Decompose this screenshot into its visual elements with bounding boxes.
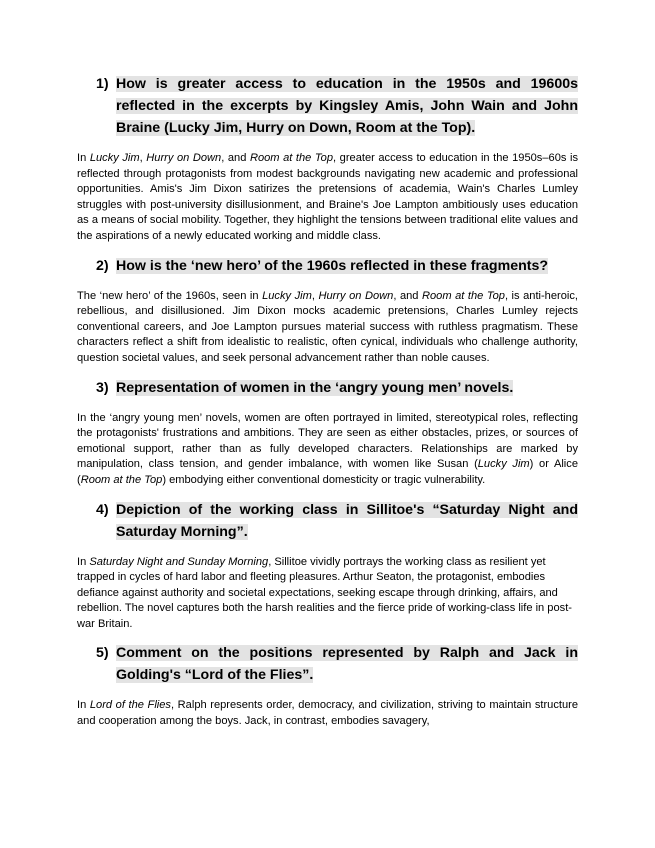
title-run: Room at the Top — [249, 152, 334, 164]
title-run: Lucky Jim — [262, 289, 312, 302]
question-text: Depiction of the working class in Sillitoe's “Saturday Night and Saturday Morning”. — [116, 501, 578, 540]
answer-paragraph-3 — [77, 411, 578, 489]
question-text: Comment on the positions represented by Ralph and Jack in Golding's “Lord of the Flies”. — [116, 645, 578, 684]
answer-paragraph-5 — [77, 698, 578, 729]
title-run: Hurry on Down — [146, 152, 222, 164]
question-number: 1) — [96, 76, 109, 92]
text-run: ) embodying either conventional domesticity or tragic vulnerability. — [162, 473, 486, 486]
text-run: , — [311, 289, 319, 302]
question-heading-3 — [96, 377, 578, 399]
question-heading-5 — [96, 642, 578, 686]
question-number: 3) — [96, 379, 109, 396]
text-run: ) or Alice ( — [77, 458, 578, 486]
text-run: , Sillitoe vividly portrays the working class as resilient yet trapped in cycles of hard labor and fleeting pleasures. Arthur Seaton, the protagonist, embodies defiance against authority and societal expectations, seeking escape through drinking, affairs, and rebellion. The novel captures both the harsh realities and the fierce pride of working-class life in post-war Britain. — [77, 555, 572, 630]
title-run: Saturday Night and Sunday Morning — [89, 555, 269, 568]
text-run: , Ralph represents order, democracy, and civilization, striving to maintain structure and cooperation among the boys. Jack, in contrast, embodies savagery, — [77, 699, 579, 728]
question-number: 4) — [96, 501, 109, 518]
text-run: In — [77, 555, 90, 568]
title-run: Lord of the Flies — [89, 699, 171, 712]
text-run: , greater access to education in the 1950s–60s is reflected through protagonists from modest backgrounds navigating new academic and professional opportunities. Amis's Jim Dixon satirizes the pretensions of academia, Wain's Charles Lumley struggles with post-university disillusionment, and Braine's Joe Lampton ambitiously uses education as a means of social mobility. Together, they highlight the tensions between traditional elite values and the aspirations of a newly educated working and middle class. — [77, 152, 578, 242]
question-number: 5) — [96, 645, 109, 662]
text-run: , — [139, 152, 147, 164]
text-run: , and — [393, 289, 422, 302]
answer-paragraph-2 — [77, 289, 578, 367]
text-run: The ‘new hero’ of the 1960s, seen in — [77, 289, 263, 302]
question-heading-4 — [96, 499, 578, 543]
text-run: In the ‘angry young men’ novels, women are often portrayed in limited, stereotypical roles, reflecting the protagonists' frustrations and ambitions. They are seen as either obstacles, prizes, or sources of emotional support, rather than as fully developed characters. Relationships are marked by manipulation, class tension, and gender imbalance, with women like Susan ( — [77, 411, 578, 471]
text-run: In — [77, 699, 90, 712]
title-run: Lucky Jim — [89, 152, 140, 164]
title-run: Hurry on Down — [318, 289, 394, 302]
title-run: Room at the Top — [422, 289, 505, 302]
question-text: Representation of women in the ‘angry young men’ novels. — [116, 379, 514, 396]
question-heading-2 — [96, 255, 578, 277]
question-text: How is greater access to education in the 1950s and 19600s reflected in the excerpts by Kingsley Amis, John Wain and John Braine (Lucky Jim, Hurry on Down, Room at the Top). — [116, 76, 578, 136]
answer-paragraph-4 — [77, 555, 578, 633]
question-text: How is the ‘new hero’ of the 1960s reflected in these fragments? — [116, 257, 549, 274]
text-run: In — [77, 152, 90, 164]
question-heading-1 — [96, 73, 578, 139]
text-run: , and — [221, 152, 250, 164]
title-run: Room at the Top — [80, 473, 163, 486]
text-run: , is anti-heroic, rebellious, and disillusioned. Jim Dixon mocks academic pretensions, Charles Lumley rejects conventional careers, and Joe Lampton pursues material success with ruthless pragmatism. These characters reflect a shift from idealistic to realistic, often cynical, individuals who challenge authority, question societal values, and seek personal advancement rather than noble causes. — [77, 289, 578, 364]
title-run: Lucky Jim — [477, 458, 530, 471]
question-number: 2) — [96, 257, 109, 274]
answer-paragraph-1 — [77, 151, 578, 245]
